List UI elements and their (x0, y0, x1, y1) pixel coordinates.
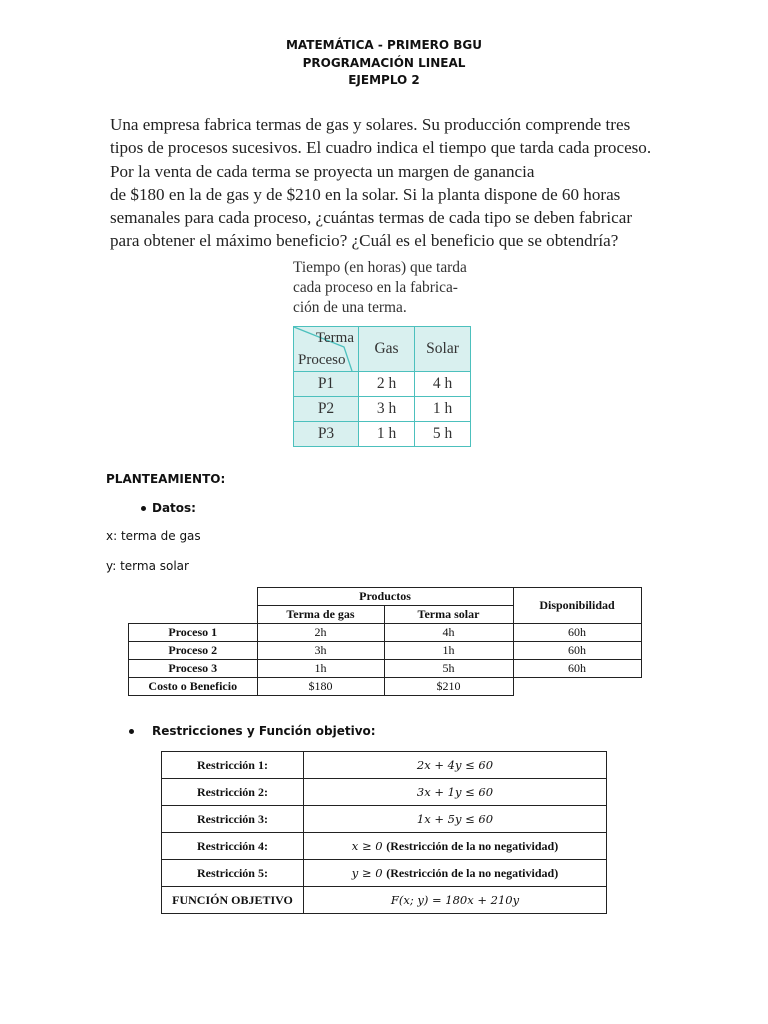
time-table-process: P1 (294, 372, 359, 397)
time-table-gas-header: Gas (359, 327, 415, 372)
empty-cell (513, 678, 641, 696)
data-table-row (129, 624, 642, 642)
objective-formula: F(x; y) = 180x + 210y (390, 892, 520, 907)
restriction-row (162, 779, 607, 806)
caption-line: ción de una terma. (293, 299, 407, 316)
objective-row (162, 887, 607, 914)
document-header (0, 37, 768, 90)
gas-value: 2h (257, 624, 384, 642)
corner-terma-label: Terma (315, 330, 354, 346)
solar-value: 1h (384, 642, 513, 660)
time-table (293, 326, 471, 447)
data-table-header-row (129, 588, 642, 606)
time-table-solar: 1 h (415, 397, 471, 422)
terma-solar-header: Terma solar (384, 606, 513, 624)
disponibilidad-header: Disponibilidad (513, 588, 641, 624)
time-table-corner-cell (294, 327, 359, 372)
process-label: Proceso 1 (129, 624, 258, 642)
restriction-label: Restricción 3: (162, 806, 304, 833)
problem-line: tipos de procesos sucesivos. El cuadro indica el tiempo que tarda cada proceso. (110, 138, 652, 158)
problem-line: Por la venta de cada terma se proyecta un margen de ganancia (110, 161, 535, 181)
restriction-label: Restricción 2: (162, 779, 304, 806)
restriction-note: (Restricción de la no negatividad) (386, 838, 559, 853)
solar-value: 5h (384, 660, 513, 678)
header-subject: MATEMÁTICA - PRIMERO BGU (285, 38, 483, 52)
problem-statement (110, 113, 690, 253)
table-caption (293, 258, 493, 318)
objective-expression (304, 887, 607, 914)
problem-line: semanales para cada proceso, ¿cuántas termas de cada tipo se deben fabricar (110, 208, 633, 228)
data-table-cost-row (129, 678, 642, 696)
data-table-row (129, 660, 642, 678)
restriction-expression (304, 833, 607, 860)
time-table-gas: 2 h (359, 372, 415, 397)
restriction-row (162, 806, 607, 833)
disponibilidad-value: 60h (513, 660, 641, 678)
restriction-formula: 2x + 4y ≤ 60 (416, 757, 494, 772)
restriction-row (162, 752, 607, 779)
restriction-note: (Restricción de la no negatividad) (386, 865, 559, 880)
data-table-row (129, 642, 642, 660)
productos-header: Productos (257, 588, 513, 606)
restriction-formula: y ≥ 0 (351, 865, 387, 880)
problem-line: para obtener el máximo beneficio? ¿Cuál es el beneficio que se obtendría? (110, 231, 619, 251)
restriction-expression (304, 752, 607, 779)
time-table-row (294, 372, 471, 397)
bullet-icon (141, 506, 146, 511)
empty-cell (129, 606, 258, 624)
restriction-expression (304, 806, 607, 833)
terma-gas-header: Terma de gas (257, 606, 384, 624)
caption-line: cada proceso en la fabrica- (293, 279, 458, 296)
time-table-solar-header: Solar (415, 327, 471, 372)
cost-label: Costo o Beneficio (129, 678, 258, 696)
time-table-solar: 4 h (415, 372, 471, 397)
gas-value: 1h (257, 660, 384, 678)
cost-solar-value: $210 (384, 678, 513, 696)
planteamiento-heading: PLANTEAMIENTO: (106, 472, 226, 486)
time-table-gas: 1 h (359, 422, 415, 447)
disponibilidad-value: 60h (513, 642, 641, 660)
solar-value: 4h (384, 624, 513, 642)
restrictions-table (161, 751, 607, 914)
restricciones-heading: Restricciones y Función objetivo: (152, 724, 376, 738)
restriction-label: Restricción 4: (162, 833, 304, 860)
time-table-row (294, 397, 471, 422)
time-table-header-row (294, 327, 471, 372)
restriction-row (162, 860, 607, 887)
variable-x: x: terma de gas (106, 529, 201, 543)
header-topic: PROGRAMACIÓN LINEAL (302, 55, 466, 70)
process-label: Proceso 2 (129, 642, 258, 660)
time-table-process: P3 (294, 422, 359, 447)
process-label: Proceso 3 (129, 660, 258, 678)
restriction-label: Restricción 5: (162, 860, 304, 887)
corner-proceso-label: Proceso (298, 352, 346, 368)
caption-line: Tiempo (en horas) que tarda (293, 259, 467, 276)
restriction-row (162, 833, 607, 860)
restriction-formula: 1x + 5y ≤ 60 (416, 811, 494, 826)
data-table (128, 587, 642, 696)
cost-gas-value: $180 (257, 678, 384, 696)
problem-line: Una empresa fabrica termas de gas y solares. Su producción comprende tres (110, 115, 631, 134)
restriction-expression (304, 779, 607, 806)
time-table-row (294, 422, 471, 447)
restriction-expression (304, 860, 607, 887)
gas-value: 3h (257, 642, 384, 660)
objective-label: FUNCIÓN OBJETIVO (162, 887, 304, 914)
datos-heading: Datos: (152, 501, 196, 515)
restriction-formula: x ≥ 0 (351, 838, 387, 853)
time-table-solar: 5 h (415, 422, 471, 447)
header-example: EJEMPLO 2 (348, 73, 420, 87)
time-table-process: P2 (294, 397, 359, 422)
restriction-formula: 3x + 1y ≤ 60 (416, 784, 494, 799)
variable-y: y: terma solar (106, 559, 189, 573)
restriction-label: Restricción 1: (162, 752, 304, 779)
time-table-gas: 3 h (359, 397, 415, 422)
empty-cell (129, 588, 258, 606)
disponibilidad-value: 60h (513, 624, 641, 642)
problem-line: de $180 en la de gas y de $210 en la solar. Si la planta dispone de 60 horas (110, 184, 621, 204)
bullet-icon (129, 729, 134, 734)
